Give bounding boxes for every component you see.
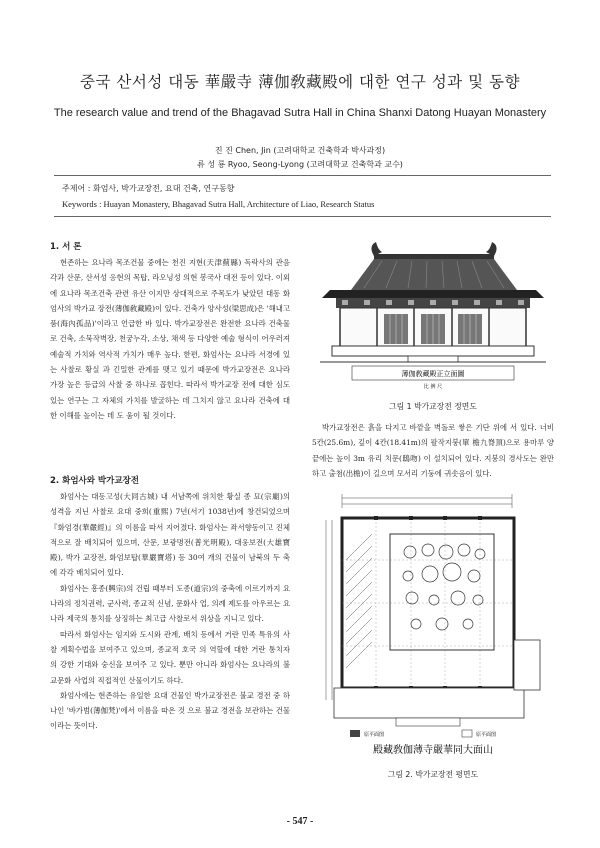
huayan-paragraph-1: 화엄사는 대동고성(大同古城) 내 서남쪽에 위치한 황실 종 묘(宗廟)의 성격을 지닌 사찰로 요대 중희(重熙) 7년(서기 1038년)에 창건되었으며 『화엄경(華嚴經)』의 이름을 따서 지어졌다. 화엄사는 좌서향동이고 진체적으로 잘 배치되어 있으며, 산문, 보광명전(普光明殿), 대웅보전(大雄寶殿), 박가 교장전, 화엄보탑(華嚴寶塔) 등 30여 개의 건물이 남북의 두 축에 각각 배치되어 있다. [50,492,290,578]
section-heading-huayan: 2. 화엄사와 박가교장전 [50,476,139,486]
huayan-paragraph-4: 화엄사에는 현존하는 유일한 요대 건물인 박가교장전은 불교 경전 중 하나인 '바가범(薄伽梵)'에서 이름을 따온 것 으로 불교 경전을 보관하는 건물이라는 뜻이다. [50,690,290,731]
section-heading-introduction: 1. 서 론 [50,242,82,252]
paper-title-english: The research value and trend of the Bhagavad Sutra Hall in China Shanxi Datong Huayan Monastery [53,107,547,119]
keywords-top-rule [54,175,551,176]
hall-description-paragraph: 박가교장전은 흙을 다지고 바깥을 벽돌로 쌓은 기단 위에 서 있다. 너비 5칸(25.6m), 깊이 4칸(18.41m)의 팔작지붕(單 檐九脊頂)으로 용마루 양 끝에는 높이 3m 유리 치문(鴟吻) 이 설치되어 있다. 지붕의 경사도는 완만하고 출첨(出檐)이 길으며 모서리 기둥에 귀솟음이 있다. [312,423,554,478]
fig1-scale-label: 比 例 尺 [423,384,443,390]
paper-title: 중국 산서성 대동 華嚴寺 薄伽敎藏殿에 대한 연구 성과 및 동향 [80,73,520,91]
keywords-bottom-rule [54,216,551,217]
page-number: - 547 - [286,816,314,827]
fig2-legend-1: 原平面图 [364,732,385,738]
figure-1-caption: 그림 1 박가교장전 정면도 [389,402,477,411]
author-2: 류 성 룡 Ryoo, Seong-Lyong (고려대학교 건축학과 교수) [197,160,403,169]
figure-2-caption: 그림 2. 박가교장전 평면도 [387,770,479,779]
huayan-paragraph-2: 화엄사는 흥종(興宗)의 건립 때부터 도종(道宗)의 중축에 이르기까지 요나라의 정치권력, 군사력, 종교적 신념, 문화사 업, 의례 제도를 아우르는 요나라 제국의 통치를 상징하는 최고급 사찰로서 위상을 지니고 있다. [50,583,290,624]
elevation-drawing-figure [312,238,554,393]
keywords-english: Keywords : Huayan Monastery, Bhagavad Sutra Hall, Architecture of Liao, Research Status [62,199,375,209]
fig2-legend-2: 原平面图 [476,732,497,738]
keywords-korean: 주제어 : 화엄사, 박가교장전, 요대 건축, 연구동향 [62,184,235,193]
fig2-drawing-label: 殿藏敎伽薄寺嚴華同大面山 [373,745,493,756]
floor-plan-figure [312,490,554,758]
introduction-paragraph: 현존하는 요나라 목조건물 중에는 천진 지현(天津薊縣) 독락사의 관음각과 산문, 산서성 응현의 목탑, 라오닝성 의현 봉국사 대전 등이 있다. 이외에 요나라 목조건축 관련 유산 이지만 상대적으로 주목도가 낮았던 대동 화엄사의 박가교 장전(薄伽敎藏殿)이 있다. 건축가 양사성(梁思成)은 '해내고 품(海內孤品)'이라고 언급한 바 있다. 박가교장전은 완전한 요나라 건축물로 건축, 소묵작벽장, 천궁누각, 소상, 채색 등 다양한 예술 형식이 어우러져 예술적 가치와 역사적 가치가 매우 높다. 한편, 화엄사는 요나라 서경에 있는 사찰로 황실 과 긴밀한 관계를 맺고 있기 때문에 박가교장전은 요나라 가장 높은 등급의 사찰 중 하나로 꼽힌다. 따라서 박가교장 전에 대한 심도 있는 연구는 그 자체의 가치를 발굴하는 데 그치지 않고 요나라 건축에 대한 이해를 높이는 데 도 움이 될 것이다. [50,258,290,420]
huayan-section-body [50,489,290,734]
author-1: 진 진 Chen, Jin (고려대학교 건축학과 박사과정) [214,146,386,155]
huayan-paragraph-3: 따라서 화엄사는 임지와 도시와 관계, 배치 등에서 거란 민족 특유의 사찰 계획수법을 보여주고 있으며, 종교적 호국 의 역할에 대한 거란 통치자의 강한 기대와 숭신을 보여주 고 있다. 뿐만 아니라 화엄사는 요나라의 불교문화 사업의 직접적인 산물이기도 하다. [50,629,290,685]
fig1-drawing-label: 薄伽敎藏殿正立面圖 [401,370,465,378]
